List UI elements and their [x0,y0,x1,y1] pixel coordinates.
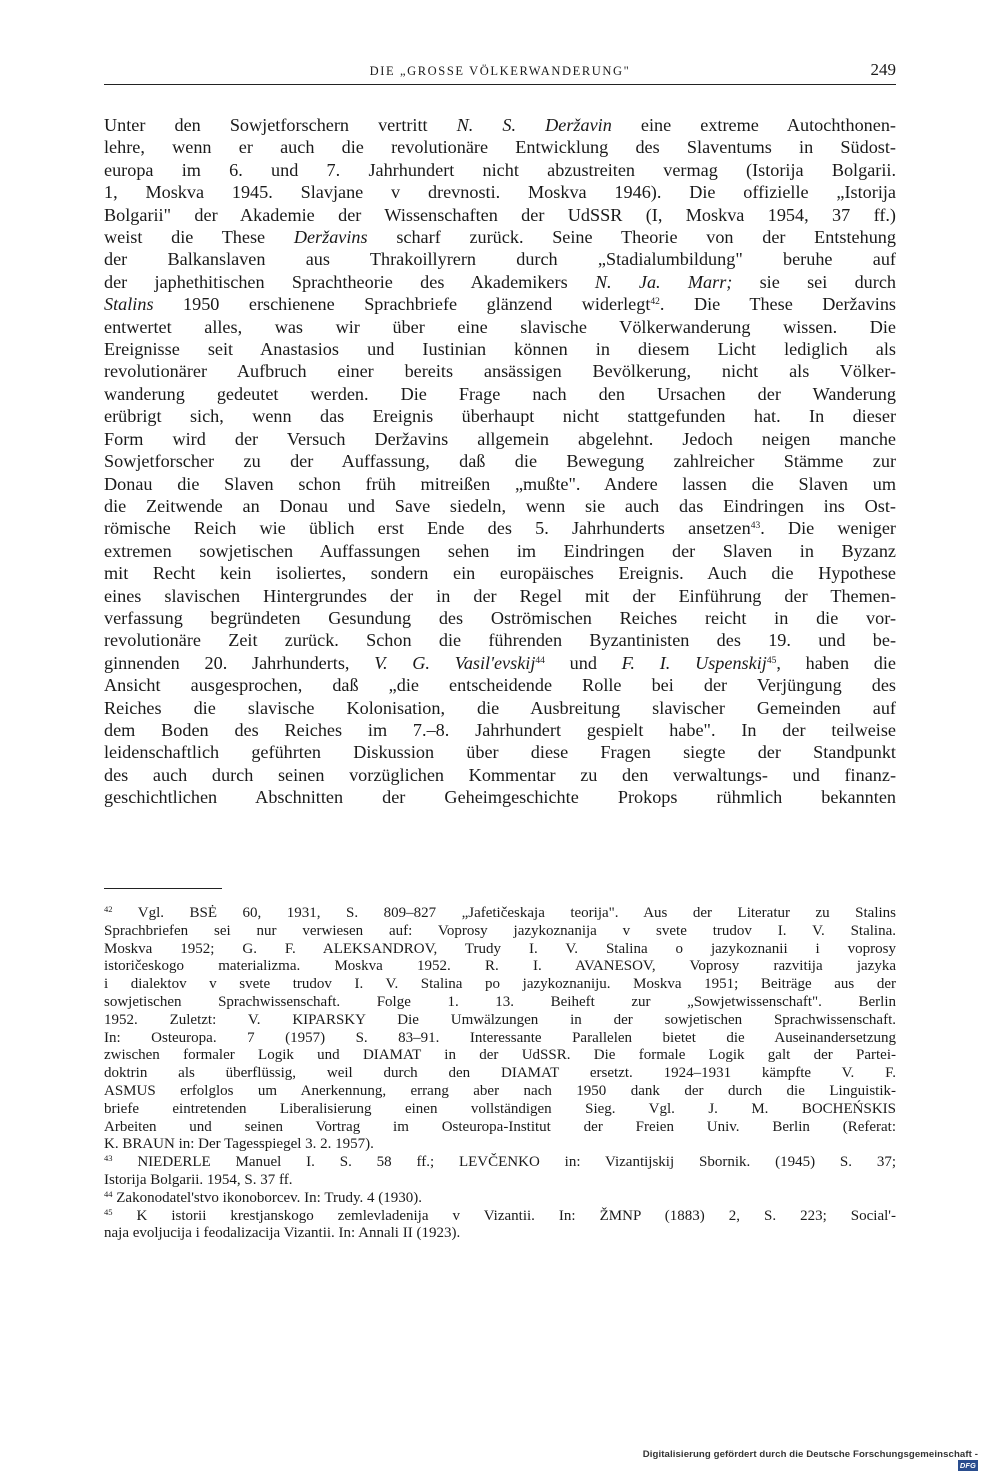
text-line: Reiches die slavische Kolonisation, die Ausbreitung slavischer Gemeinden auf [104,697,896,718]
text-line: dem Boden des Reiches im 7.–8. Jahrhundert gespielt habe". In der teilweise [104,719,896,740]
text-line: Stalins 1950 erschienene Sprachbriefe glänzend widerlegt$^{42}$. Die These Deržavins [104,294,896,315]
footnote-line: ASMUS erfolglos um Anerkennung, errang aber nach 1950 dank der durch die Linguistik- [104,1082,896,1099]
footnote-line: $^{45}$ K istorii krestjanskogo zemlevladenija v Vizantii. In: ŽMNP (1883) 2, S. 223; Social'- [104,1206,896,1224]
text-line: weist die These Deržavins scharf zurück. Seine Theorie von der Entstehung [104,227,896,248]
footnote-line: i dialektov v svete trudov I. V. Stalina po jazykoznaniju. Moskva 1951; Beiträge aus der [104,976,896,993]
text-line: Ereignisse seit Anastasios und Iustinian können in diesem Licht lediglich als [104,339,896,360]
footnote-number: 43 [104,1153,113,1164]
text-line: Form wird der Versuch Deržavins allgemein abgelehnt. Jedoch neigen manche [104,428,896,449]
footnote-line: In: Osteuropa. 7 (1957) S. 83–91. Interessante Parallelen bietet die Auseinandersetzung [104,1029,896,1046]
footnote-line: K. BRAUN in: Der Tagesspiegel 3. 2. 1957). [104,1136,374,1153]
text-line: der Balkanslaven aus Thrakoillyrern durch „Stadialumbildung" beruhe auf [104,249,896,270]
footnote-line: $^{44}$ Zakonodatel'stvo ikonoborcev. In: Trudy. 4 (1930). [104,1188,422,1206]
footnote-ref: 43 [750,521,761,532]
text-line: entwertet alles, was wir über eine slavische Völkerwanderung wissen. Die [104,316,896,337]
footnote-line: sowjetischen Sprachwissenschaft. Folge 1. 13. Beiheft zur „Sowjetwissenschaft". Berlin [104,993,896,1010]
text-line: ginnenden 20. Jahrhunderts, V. G. Vasil'evskij$^{44}$ und F. I. Uspenskij$^{45}$, haben die [104,652,896,673]
footnote-line: Arbeiten und seinen Vortrag im Osteuropa-Institut der Freien Univ. Berlin (Referat: [104,1118,896,1135]
text-line: die Zeitwende an Donau und Save siedeln, wenn sie auch das Eindringen ins Ost- [104,495,896,516]
footnote-line: istoričeskogo materializma. Moskva 1952. R. I. AVANESOV, Voprosy razvitija jazyka [104,958,896,975]
dfg-logo-icon: DFG [959,1461,976,1470]
author-name: Stalins [104,294,154,315]
text-line: des auch durch seinen vorzüglichen Kommentar zu den verwaltungs- und finanz- [104,764,896,785]
text-line: revolutionärer Aufbruch einer bereits ansässigen Bevölkerung, nicht als Völker- [104,361,896,382]
text-line: eines slavischen Hintergrundes der in der Regel mit der Einführung der Themen- [104,585,896,606]
author-name: N. Ja. Marr; [594,271,733,292]
page-number: 249 [870,60,896,79]
text-line: europa im 6. und 7. Jahrhundert nicht abzustreiten vermag (Istorija Bolgarii. [104,159,896,180]
footnote-divider [104,888,222,889]
text-line: Donau die Slaven schon früh mitreißen „mußte". Andere lassen die Slaven um [104,473,896,494]
footnote-line: doktrin als überflüssig, weil durch den DIAMAT ersetzt. 1924–1931 kämpfte V. F. [104,1065,896,1082]
footnote-ref: 44 [535,655,545,666]
author-name: V. G. Vasil'evskij [374,652,536,673]
footnote-number: 45 [104,1206,113,1217]
text-line: Unter den Sowjetforschern vertritt N. S. Deržavin eine extreme Autochthonen- [104,115,896,135]
text-line: Ansicht ausgesprochen, daß „die entscheidende Rolle bei der Verjüngung des [104,675,896,696]
footnote-line: zwischen formaler Logik und DIAMAT in der UdSSR. Die formale Logik galt der Partei- [104,1047,896,1064]
author-name: F. I. Uspenskij [621,652,767,673]
text-line: extremen sowjetischen Auffassungen sehen im Eindringen der Slaven in Byzanz [104,540,896,561]
footnote-line: 1952. Zuletzt: V. KIPARSKY Die Umwälzungen in der sowjetischen Sprachwissenschaft. [104,1011,896,1028]
text-line: leidenschaftlich geführten Diskussion über diese Fragen siegte der Standpunkt [104,742,896,763]
text-line: erübrigt sich, wenn das Ereignis überhaupt nicht stattgefunden hat. In dieser [104,406,896,427]
text-line: Sowjetforscher zu der Auffassung, daß die Bewegung zahlreicher Stämme zur [104,451,896,472]
footnote-ref: 42 [650,297,660,308]
text-line: verfassung begründeten Gesundung des Oströmischen Reiches reicht in die vor- [104,607,896,628]
footnotes [104,905,896,1243]
footnote-number: 42 [104,904,113,914]
running-title: DIE „GROSSE VÖLKERWANDERUNG" [369,64,631,78]
digitization-credit [624,1449,978,1470]
author-name: Deržavins [293,227,368,248]
author-name: N. S. Deržavin [456,115,612,135]
footnote-line: Istorija Bolgarii. 1954, S. 37 ff. [104,1171,293,1188]
footnote-line: $^{42}$ Vgl. BSĖ 60, 1931, S. 809–827 „Jafetičeskaja teorija". Aus der Literatur zu Stalins [104,904,896,921]
text-line: lehre, wenn er auch die revolutionäre Entwicklung des Slaventums in Südost- [104,137,896,158]
footnote-line: briefe eintretenden Liberalisierung einen vollständigen Sieg. Vgl. J. M. BOCHEŃSKIS [104,1100,896,1117]
credit-text: Digitalisierung gefördert durch die Deutsche Forschungsgemeinschaft - [642,1449,978,1460]
text-line: wanderung gedeutet werden. Die Frage nach den Ursachen der Wanderung [104,383,896,404]
footnote-ref: 45 [766,655,777,666]
footnote-number: 44 [104,1188,113,1199]
text-line: mit Recht kein isoliertes, sondern ein europäisches Ereignis. Auch die Hypothese [104,563,896,584]
text-line: revolutionäre Zeit zurück. Schon die führenden Byzantinisten des 19. und be- [104,630,896,651]
text-line: römische Reich wie üblich erst Ende des 5. Jahrhunderts ansetzen$^{43}$. Die weniger [104,518,896,539]
footnote-line: naja evoljucija i feodalizacija Vizantii. In: Annali II (1923). [104,1225,461,1242]
footnote-line: Moskva 1952; G. F. ALEKSANDROV, Trudy I. V. Stalina o jazykoznanii i voprosy [104,940,896,957]
footnote-line: $^{43}$ NIEDERLE Manuel I. S. 58 ff.; LEVČENKO in: Vizantijskij Sbornik. (1945) S. 37; [104,1153,897,1171]
text-line: geschichtlichen Abschnitten der Geheimgeschichte Prokops rühmlich bekannten [104,787,896,808]
running-header [104,62,896,85]
text-line: der japhethitischen Sprachtheorie des Akademikers N. Ja. Marr; sie sei durch [104,271,896,292]
text-line: Bolgarii" der Akademie der Wissenschaften der UdSSR (I, Moskva 1954, 37 ff.) [104,204,896,225]
text-line: 1, Moskva 1945. Slavjane v drevnosti. Moskva 1946). Die offizielle „Istorija [104,182,896,203]
footnote-line: Sprachbriefen sei nur verwiesen auf: Voprosy jazykoznanija v svete trudov I. V. Stalina. [104,922,896,939]
main-text [104,114,896,809]
